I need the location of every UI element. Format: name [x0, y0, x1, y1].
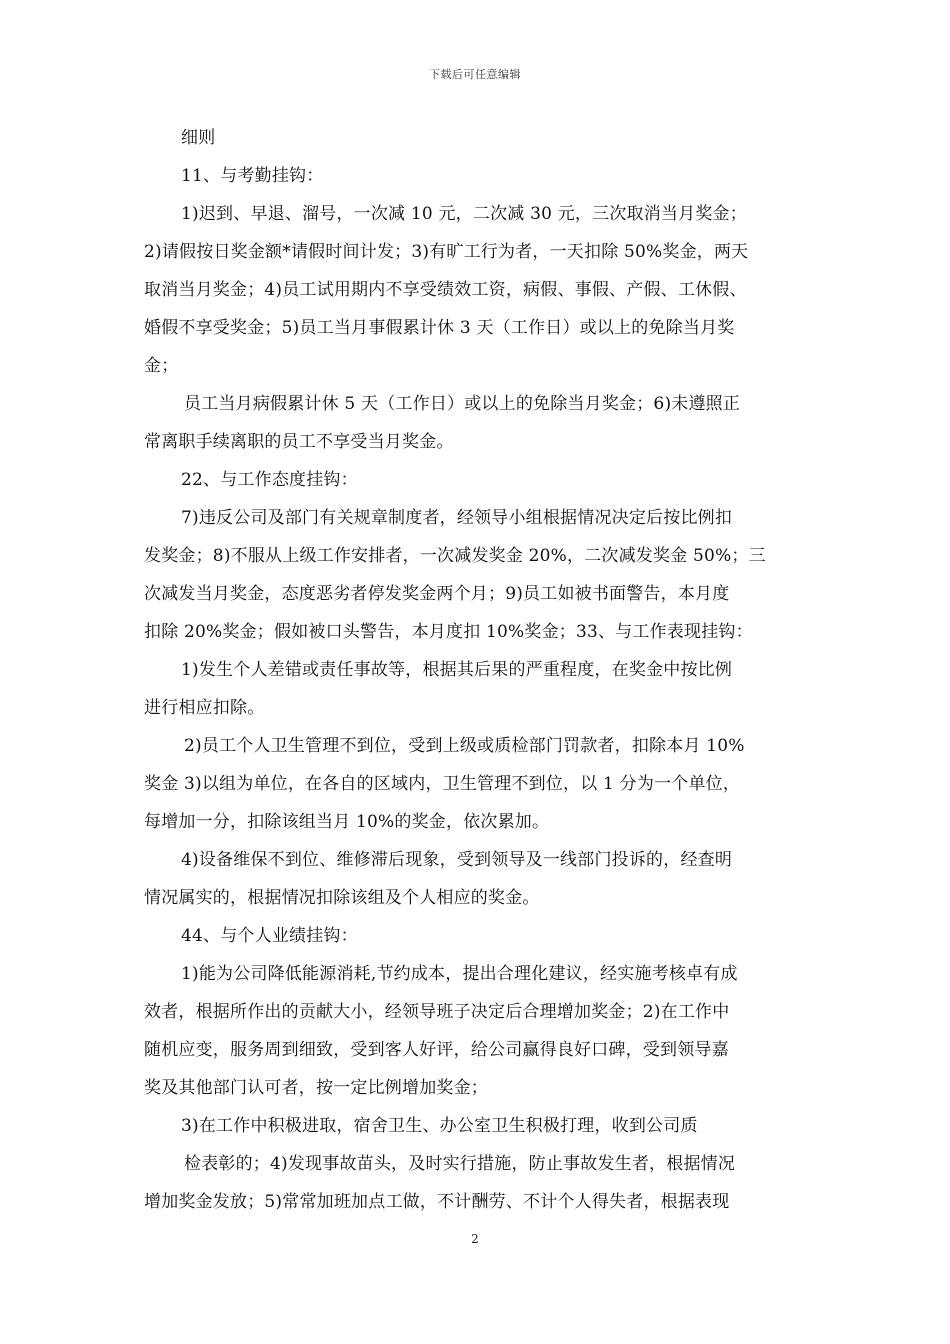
text-line: 随机应变，服务周到细致，受到客人好评，给公司赢得良好口碑，受到领导嘉 [144, 1040, 729, 1060]
text-line: 增加奖金发放；5)常常加班加点工做，不计酬劳、不计个人得失者，根据表现 [144, 1192, 730, 1212]
text-line: 每增加一分，扣除该组当月 10%的奖金，依次累加。 [144, 812, 550, 832]
text-line: 员工当月病假累计休 5 天（工作日）或以上的免除当月奖金；6)未遵照正 [184, 394, 741, 414]
section-heading: 44、与个人业绩挂钩： [181, 926, 358, 946]
page-number: 2 [471, 1232, 479, 1246]
text-line: 情况属实的，根据情况扣除该组及个人相应的奖金。 [144, 888, 540, 908]
text-line: 1)发生个人差错或责任事故等，根据其后果的严重程度，在奖金中按比例 [181, 660, 733, 680]
text-line: 金； [144, 356, 179, 376]
text-line: 2)请假按日奖金额*请假时间计发；3)有旷工行为者，一天扣除 50%奖金，两天 [144, 242, 749, 262]
text-line: 7)违反公司及部门有关规章制度者，经领导小组根据情况决定后按比例扣 [181, 508, 733, 528]
text-line: 1)迟到、早退、溜号，一次减 10 元，二次减 30 元，三次取消当月奖金； [181, 204, 747, 224]
text-line: 发奖金；8)不服从上级工作安排者，一次减发奖金 20%，二次减发奖金 50%；三 [144, 546, 766, 566]
text-line: 次减发当月奖金，态度恶劣者停发奖金两个月；9)员工如被书面警告，本月度 [144, 584, 730, 604]
text-line: 婚假不享受奖金；5)员工当月事假累计休 3 天（工作日）或以上的免除当月奖 [144, 318, 735, 338]
section-heading: 11、与考勤挂钩： [181, 166, 324, 186]
text-line: 检表彰的；4)发现事故苗头，及时实行措施，防止事故发生者，根据情况 [184, 1154, 736, 1174]
text-line: 2)员工个人卫生管理不到位，受到上级或质检部门罚款者，扣除本月 10% [184, 736, 745, 756]
text-line: 扣除 20%奖金；假如被口头警告，本月度扣 10%奖金；33、与工作表现挂钩： [144, 622, 753, 642]
text-line: 奖及其他部门认可者，按一定比例增加奖金； [144, 1078, 488, 1098]
text-line: 效者，根据所作出的贡献大小，经领导班子决定后合理增加奖金；2)在工作中 [144, 1002, 730, 1022]
text-line: 4)设备维保不到位、维修滞后现象，受到领导及一线部门投诉的，经查明 [181, 850, 733, 870]
text-line: 奖金 3)以组为单位，在各自的区域内，卫生管理不到位，以 1 分为一个单位， [144, 774, 741, 794]
text-line: 1)能为公司降低能源消耗,节约成本，提出合理化建议，经实施考核卓有成 [181, 964, 738, 984]
text-line: 3)在工作中积极进取，宿舍卫生、办公室卫生积极打理，收到公司质 [181, 1116, 698, 1136]
section-title: 细则 [181, 128, 216, 148]
text-line: 常离职手续离职的员工不享受当月奖金。 [144, 432, 454, 452]
text-line: 进行相应扣除。 [144, 698, 265, 718]
text-line: 取消当月奖金；4)员工试用期内不享受绩效工资，病假、事假、产假、工休假、 [144, 280, 747, 300]
section-heading: 22、与工作态度挂钩： [181, 470, 358, 490]
page-header: 下载后可任意编辑 [429, 68, 521, 81]
